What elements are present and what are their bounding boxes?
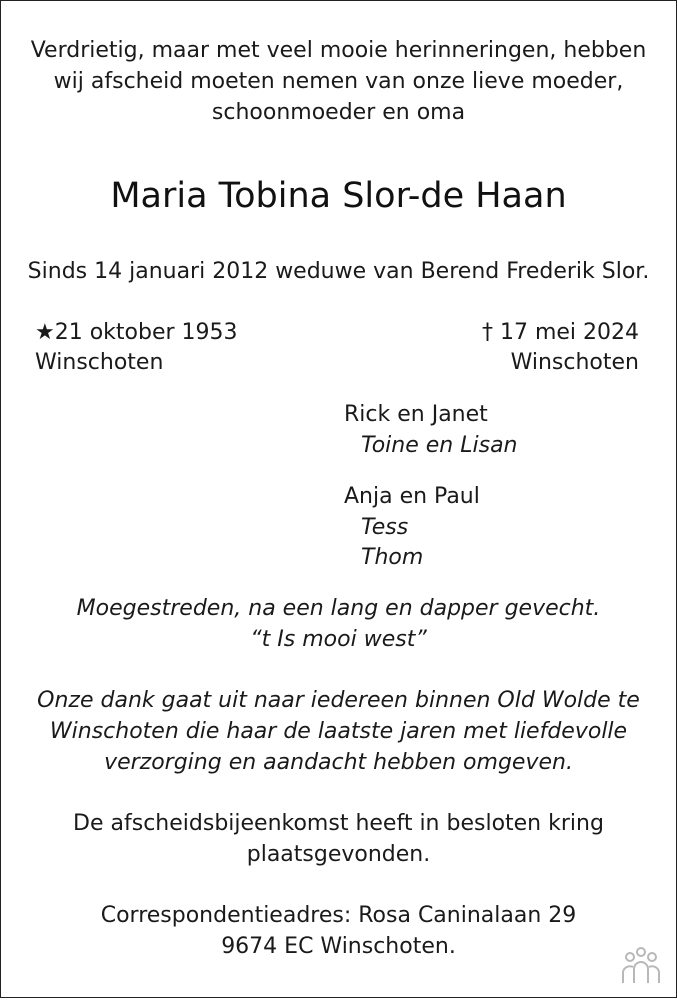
ceremony-line-2: plaatsgevonden.	[246, 842, 431, 867]
family-children-2-2: Thom	[361, 545, 424, 570]
intro-line-2: wij afscheid moeten nemen van onze lieve moeder,	[53, 69, 624, 94]
thanks-line-3: verzorging en aandacht hebben omgeven.	[104, 750, 573, 775]
deceased-name: Maria Tobina Slor-de Haan	[110, 176, 567, 216]
quote-line-2: “t Is mooi west”	[250, 627, 427, 652]
quote-line-1: Moegestreden, na een lang en dapper gevecht.	[76, 596, 601, 621]
family-group-icon	[618, 945, 664, 987]
star-icon: ★	[35, 320, 55, 345]
ceremony-line-1: De afscheidsbijeenkomst heeft in besloten kring	[73, 811, 604, 836]
widow-line: Sinds 14 januari 2012 weduwe van Berend Frederik Slor.	[27, 259, 650, 284]
intro-line-1: Verdrietig, maar met veel mooie herinneringen, hebben	[30, 38, 647, 63]
death-date-text: 17 mei 2024	[499, 320, 639, 345]
address-line-1: Correspondentieadres: Rosa Caninalaan 29	[100, 903, 577, 928]
thanks-line-1: Onze dank gaat uit naar iedereen binnen Old Wolde te	[37, 688, 640, 713]
birth-date	[35, 318, 238, 348]
family-parents-2: Anja en Paul	[344, 484, 480, 509]
death-place: Winschoten	[510, 350, 639, 375]
intro-line-3: schoonmoeder en oma	[211, 100, 466, 125]
birth-place: Winschoten	[35, 350, 164, 375]
death-date	[482, 318, 639, 348]
address-line-2: 9674 EC Winschoten.	[221, 934, 456, 959]
birth-date-text: 21 oktober 1953	[54, 320, 238, 345]
cross-icon: †	[481, 320, 493, 345]
family-parents-1: Rick en Janet	[344, 402, 488, 427]
thanks-line-2: Winschoten die haar de laatste jaren met liefdevolle	[49, 719, 628, 744]
family-children-1-1: Toine en Lisan	[361, 433, 518, 458]
family-children-2-1: Tess	[361, 515, 409, 540]
